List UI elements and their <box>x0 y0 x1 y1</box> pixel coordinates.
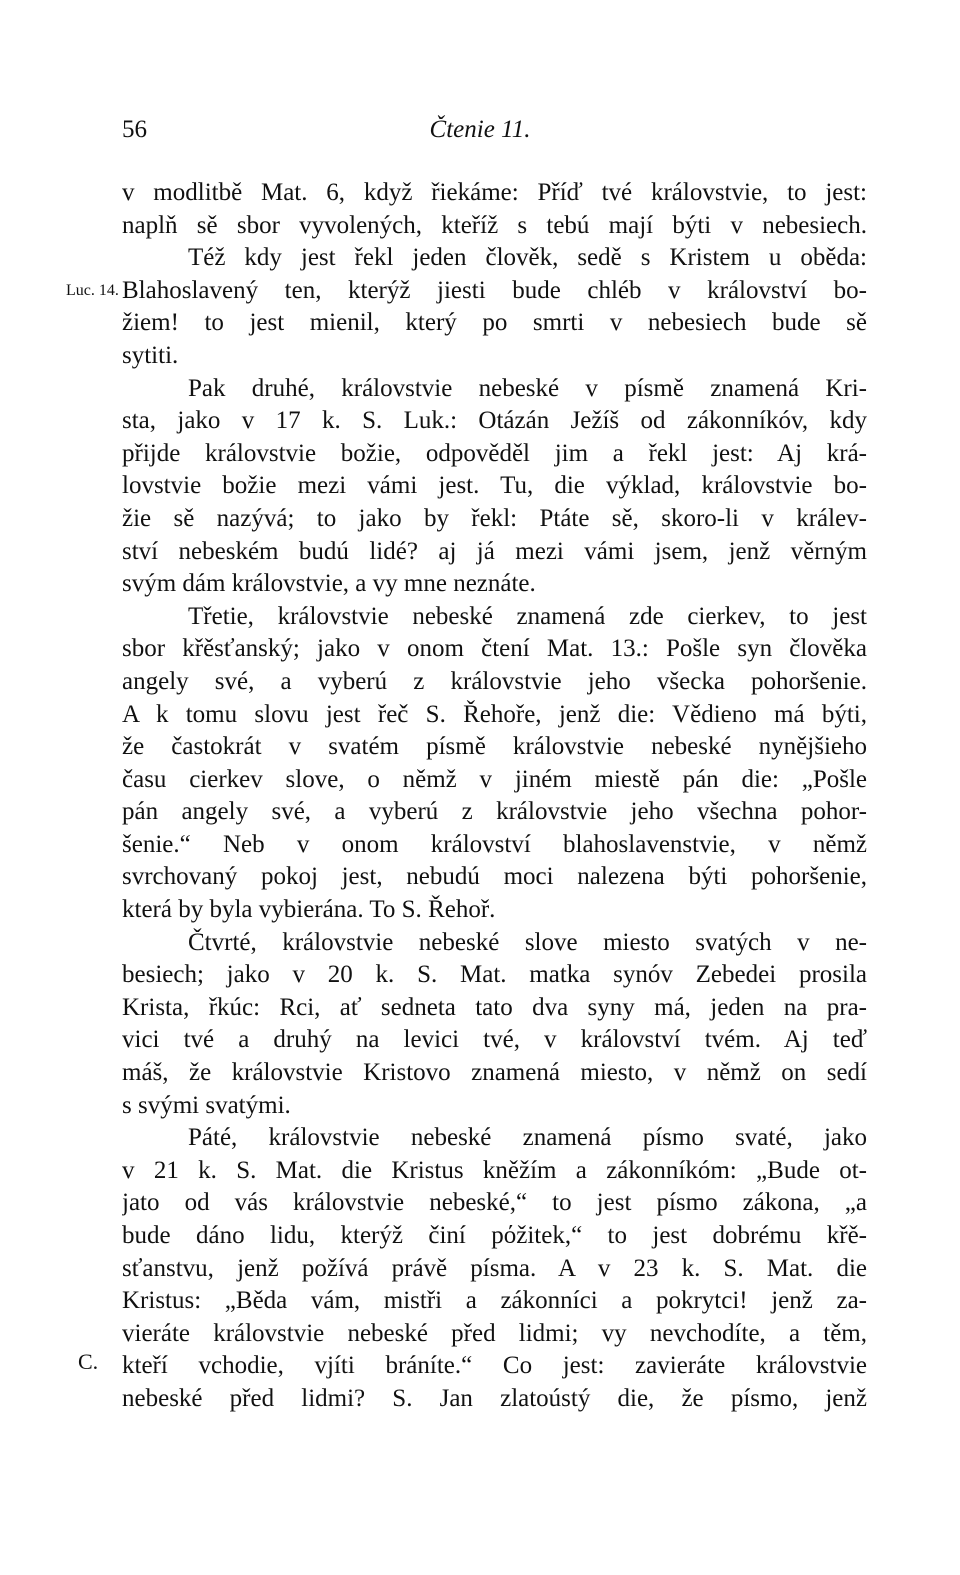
text-line: Kristus: „Běda vám, mistři a zákonníci a pokrytci! jenž za- <box>122 1287 867 1315</box>
text-line: nebeské před lidmi? S. Jan zlatoústý die, že písmo, jenž <box>122 1384 867 1412</box>
text-line: Páté, královstvie nebeské znamená písmo svaté, jako <box>188 1124 867 1152</box>
text-line: že častokrát v svatém písmě královstvie nebeské nynějšieho <box>122 733 867 761</box>
page-header <box>0 116 960 156</box>
text-line: času cierkev slove, o němž v jiném miestě pán die: „Pošle <box>122 765 867 793</box>
text-line: Pak druhé, královstvie nebeské v písmě znamená Kri- <box>188 374 867 402</box>
body-text <box>122 177 867 1416</box>
text-line: A k tomu slovu jest řeč S. Řehoře, jenž die: Vědieno má býti, <box>122 700 867 728</box>
text-line: Blahoslavený ten, kterýž jiesti bude chléb v království bo- <box>122 276 867 304</box>
text-line: kteří vchodie, vjíti bráníte.“ Co jest: zavieráte královstvie <box>122 1352 867 1380</box>
text-line: vici tvé a druhý na levici tvé, v království tvém. Aj teď <box>122 1026 867 1054</box>
text-line: pán angely své, a vyberú z královstvie jeho všechna pohor- <box>122 798 867 826</box>
text-line: lovstvie božie mezi vámi jest. Tu, die výklad, královstvie bo- <box>122 472 867 500</box>
text-line: vieráte královstvie nebeské před lidmi; vy nevchodíte, a těm, <box>122 1319 867 1347</box>
text-line: ství nebeském budú lidé? aj já mezi vámi jsem, jenž věrným <box>122 537 867 565</box>
text-line: svým dám královstvie, a vy mne neznáte. <box>122 570 536 598</box>
text-line: která by byla vybierána. To S. Řehoř. <box>122 896 496 924</box>
text-line: Čtvrté, královstvie nebeské slove miesto svatých v ne- <box>188 928 867 956</box>
text-line: angely své, a vyberú z královstvie jeho všecka pohoršenie. <box>122 667 867 695</box>
text-line: Krista, řkúc: Rci, ať sedneta tato dva syny má, jeden na pra- <box>122 993 867 1021</box>
text-line: sta, jako v 17 k. S. Luk.: Otázán Ježíš od zákonníkóv, kdy <box>122 407 867 435</box>
text-line: naplň sě sbor vyvolených, kteříž s tebú mají býti v nebesiech. <box>122 211 867 239</box>
text-line: žiem! to jest mienil, který po smrti v nebesiech bude sě <box>122 309 867 337</box>
text-line: jato od vás královstvie nebeské,“ to jest písmo zákona, „a <box>122 1189 867 1217</box>
text-line: sťanstvu, jenž požívá právě písma. A v 23 k. S. Mat. die <box>122 1254 867 1282</box>
text-line: besiech; jako v 20 k. S. Mat. matka synóv Zebedei prosila <box>122 961 867 989</box>
text-line: v modlitbě Mat. 6, když řiekáme: Příď tvé královstvie, to jest: <box>122 179 867 206</box>
text-line: přijde královstvie božie, odpověděl jim a řekl jest: Aj krá- <box>122 439 867 467</box>
text-line: šenie.“ Neb v onom království blahoslavenstvie, v němž <box>122 830 867 858</box>
text-line: bude dáno lidu, kterýž činí pόžitek,“ to jest dobrému křě- <box>122 1222 867 1249</box>
text-line: svrchovaný pokoj jest, nebudú moci nalezena býti pohoršenie, <box>122 863 867 891</box>
page-number: 56 <box>122 116 147 143</box>
margin-note-c: C. <box>78 1349 99 1374</box>
margin-reference-luke: Luc. 14. <box>66 282 119 299</box>
text-line: máš, že královstvie Kristovo znamená miesto, v němž on sedí <box>122 1059 867 1087</box>
text-line: v 21 k. S. Mat. die Kristus kněžím a zákonníkóm: „Bude ot- <box>122 1156 867 1184</box>
running-title: Čtenie 11. <box>429 116 531 143</box>
text-line: s svými svatými. <box>122 1091 291 1119</box>
text-line: žie sě nazývá; to jako by řekl: Ptáte sě, skoro-li v králev- <box>122 504 867 532</box>
text-line: Třetie, královstvie nebeské znamená zde cierkev, to jest <box>188 602 867 630</box>
text-line: sytiti. <box>122 341 179 369</box>
text-line: sbor křěsťanský; jako v onom čtení Mat. 13.: Pošle syn člověka <box>122 635 867 663</box>
text-line: Též kdy jest řekl jeden člověk, sedě s Kristem u oběda: <box>188 244 867 272</box>
